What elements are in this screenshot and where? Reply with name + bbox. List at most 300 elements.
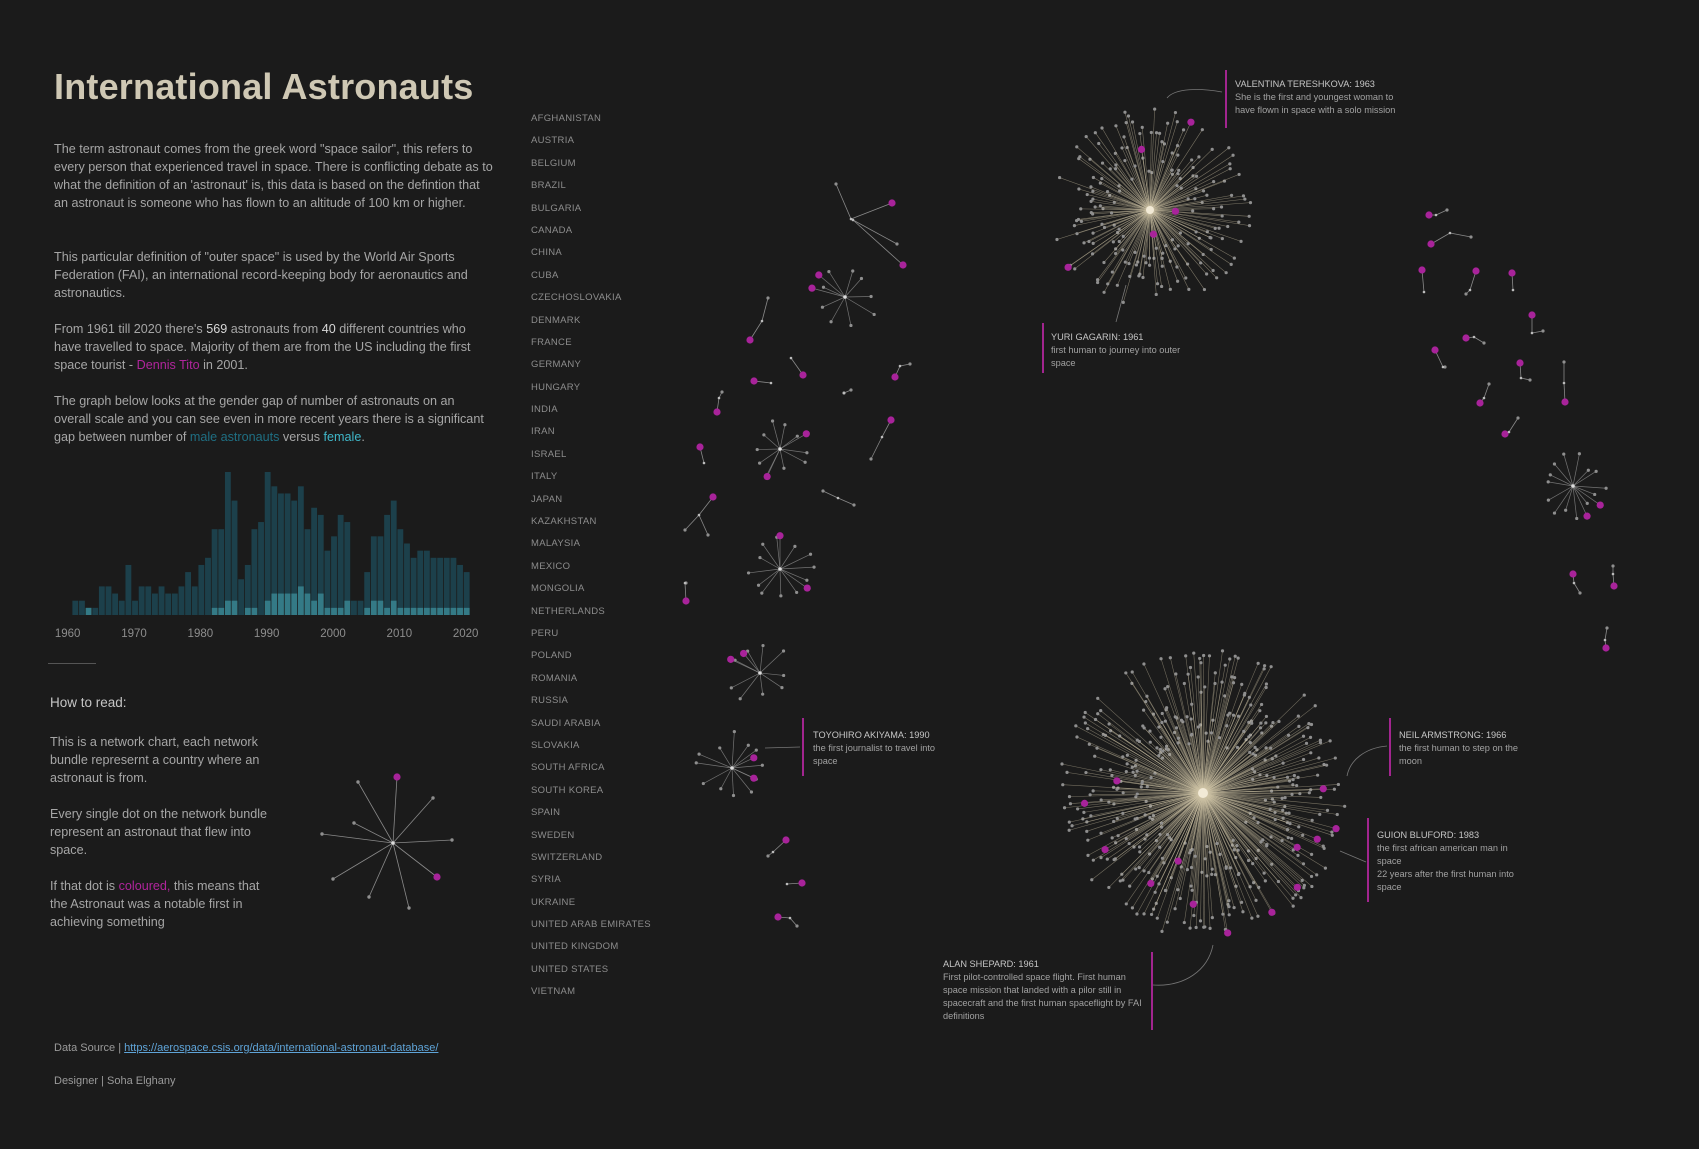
astronaut-dot — [1156, 282, 1159, 285]
astronaut-dot — [1089, 814, 1092, 817]
astronaut-dot — [779, 594, 782, 597]
small-country-network — [1425, 208, 1448, 218]
histogram-bar-male — [451, 558, 457, 615]
shepard-annotation: ALAN SHEPARD: 1961 First pilot-controlled space flight. First human space mission that landed with a pilor still in spacecraft and the first human spaceflight by FAI definitions — [943, 959, 1142, 1021]
histogram-bar-male — [79, 601, 85, 615]
country-label: PERU — [531, 627, 559, 639]
astronaut-dot — [1482, 341, 1485, 344]
astronaut-dot — [1141, 276, 1144, 279]
country-label: BELGIUM — [531, 157, 576, 169]
astronaut-dot — [1541, 329, 1544, 332]
astronaut-dot — [1068, 821, 1071, 824]
astronaut-dot — [1075, 145, 1078, 148]
astronaut-dot — [1160, 285, 1163, 288]
legend-link — [369, 843, 393, 897]
astronaut-dot — [1309, 788, 1312, 791]
astronaut-dot — [1090, 211, 1093, 214]
astronaut-dot — [1202, 253, 1205, 256]
astronaut-dot — [1547, 480, 1550, 483]
astronaut-dot — [1148, 256, 1151, 259]
astronaut-dot — [1159, 736, 1162, 739]
astronaut-dot — [1549, 473, 1552, 476]
astronaut-dot — [1190, 866, 1193, 869]
astronaut-dot — [1214, 671, 1217, 674]
astronaut-dot — [1091, 252, 1094, 255]
astronaut-dot — [1165, 706, 1168, 709]
astronaut-dot — [1158, 132, 1161, 135]
armstrong-annotation: NEIL ARMSTRONG: 1966 the first human to step on the moon — [1399, 730, 1518, 766]
astronaut-dot — [1189, 717, 1192, 720]
astronaut-dot — [1240, 683, 1243, 686]
astronaut-dot — [1086, 839, 1089, 842]
astronaut-dot — [1208, 927, 1211, 930]
astronaut-dot — [1243, 693, 1246, 696]
notable-astronaut-dot — [815, 271, 822, 278]
astronaut-dot — [1107, 886, 1110, 889]
astronaut-dot — [1116, 284, 1119, 287]
astronaut-dot — [1270, 665, 1273, 668]
astronaut-dot — [1195, 230, 1198, 233]
histogram-bar-male — [185, 572, 191, 615]
histogram-bar-female — [397, 608, 403, 615]
data-source-link[interactable]: https://aerospace.csis.org/data/international-astronaut-database/ — [124, 1042, 439, 1054]
bluford-annotation: GUION BLUFORD: 1983 the first african american man in space 22 years after the first human into space — [1377, 830, 1514, 892]
network-link — [1573, 471, 1596, 486]
astronaut-dot — [1114, 252, 1117, 255]
astronaut-dot — [1295, 784, 1298, 787]
legend-dot — [356, 780, 359, 783]
histogram-bar-female — [424, 608, 430, 615]
astronaut-dot — [1176, 154, 1179, 157]
astronaut-dot — [1564, 509, 1567, 512]
histogram-bar-male — [225, 472, 231, 615]
notable-astronaut-dot — [750, 775, 757, 782]
astronaut-dot — [1077, 187, 1080, 190]
astronaut-dot — [1265, 682, 1268, 685]
tereshkova-annotation-bar — [1225, 70, 1227, 128]
astronaut-dot — [1189, 666, 1192, 669]
country-label: CHINA — [531, 247, 563, 259]
notable-astronaut-dot — [1294, 844, 1301, 851]
histogram-bar-male — [444, 558, 450, 615]
astronaut-dot — [1241, 910, 1244, 913]
network-link — [836, 184, 851, 219]
country-label: NETHERLANDS — [531, 605, 606, 617]
astronaut-dot — [782, 467, 785, 470]
astronaut-dot — [1092, 176, 1095, 179]
astronaut-dot — [1211, 148, 1214, 151]
small-country-network — [750, 377, 772, 384]
astronaut-dot — [1297, 725, 1300, 728]
astronaut-dot — [1277, 880, 1280, 883]
histogram-bar-male — [404, 544, 410, 616]
astronaut-dot — [1182, 128, 1185, 131]
histogram-bar-male — [431, 558, 437, 615]
astronaut-dot — [1297, 825, 1300, 828]
country-network — [727, 644, 785, 700]
astronaut-dot — [1248, 751, 1251, 754]
small-country-network — [1427, 232, 1472, 248]
small-country-network — [891, 362, 911, 380]
section-divider — [48, 663, 96, 664]
astronaut-dot — [1199, 691, 1202, 694]
astronaut-dot — [1247, 859, 1250, 862]
network-hub — [790, 357, 793, 360]
network-link — [823, 491, 838, 498]
country-label: SAUDI ARABIA — [531, 717, 601, 729]
network-link — [1484, 384, 1489, 398]
histogram-bar-female — [378, 601, 384, 615]
astronaut-dot — [1221, 649, 1224, 652]
astronaut-dot — [1096, 278, 1099, 281]
astronaut-dot — [1123, 159, 1126, 162]
astronaut-dot — [1586, 502, 1589, 505]
astronaut-dot — [1094, 718, 1097, 721]
network-link — [845, 297, 851, 325]
astronaut-dot — [1086, 727, 1089, 730]
astronaut-dot — [1265, 686, 1268, 689]
histogram-bar-male — [218, 529, 224, 615]
network-link — [871, 437, 882, 459]
astronaut-dot — [1148, 264, 1151, 267]
astronaut-dot — [1142, 912, 1145, 915]
network-link — [1150, 123, 1168, 210]
astronaut-dot — [1211, 868, 1214, 871]
histogram-bar-female — [457, 608, 463, 615]
astronaut-dot — [1190, 703, 1193, 706]
astronaut-dot — [1193, 197, 1196, 200]
tereshkova-connector — [1167, 90, 1222, 98]
small-country-network — [821, 489, 855, 506]
notable-astronaut-dot — [1528, 311, 1535, 318]
astronaut-dot — [1086, 193, 1089, 196]
astronaut-dot — [1134, 817, 1137, 820]
notable-astronaut-dot — [1147, 880, 1154, 887]
network-link — [780, 425, 785, 449]
astronaut-dot — [747, 571, 750, 574]
network-link — [760, 673, 763, 694]
histogram-bar-female — [464, 608, 470, 615]
astronaut-dot — [1292, 778, 1295, 781]
notable-astronaut-dot — [1508, 269, 1515, 276]
astronaut-dot — [1286, 828, 1289, 831]
network-hub — [1435, 214, 1438, 217]
astronaut-dot — [1302, 886, 1305, 889]
histogram-tick-label: 1970 — [121, 628, 147, 640]
astronaut-dot — [1286, 776, 1289, 779]
astronaut-dot — [1288, 822, 1291, 825]
astronaut-dot — [1140, 785, 1143, 788]
astronaut-dot — [795, 591, 798, 594]
astronaut-dot — [766, 296, 769, 299]
notable-astronaut-dot — [1427, 240, 1434, 247]
astronaut-dot — [1099, 768, 1102, 771]
astronaut-dot — [1143, 726, 1146, 729]
astronaut-dot — [804, 461, 807, 464]
astronaut-dot — [1203, 685, 1206, 688]
notable-astronaut-dot — [1190, 901, 1197, 908]
notable-astronaut-dot — [727, 656, 734, 663]
small-country-network — [1464, 267, 1479, 295]
network-hub — [1520, 377, 1523, 380]
astronaut-dot — [1082, 811, 1085, 814]
astronaut-dot — [895, 242, 898, 245]
histogram-tick-label: 2020 — [452, 628, 479, 640]
astronaut-dot — [1334, 756, 1337, 759]
astronaut-dot — [1234, 655, 1237, 658]
network-link — [732, 768, 754, 778]
legend-notable-dot — [393, 773, 400, 780]
astronaut-dot — [1301, 879, 1304, 882]
notable-astronaut-dot — [887, 416, 894, 423]
histogram-bar-male — [198, 565, 204, 615]
astronaut-dot — [1190, 158, 1193, 161]
astronaut-dot — [1287, 836, 1290, 839]
astronaut-dot — [1169, 656, 1172, 659]
network-link — [732, 768, 733, 796]
astronaut-dot — [1315, 873, 1318, 876]
astronaut-dot — [1228, 913, 1231, 916]
network-link — [853, 220, 903, 265]
small-country-network — [696, 443, 705, 464]
astronaut-dot — [1173, 247, 1176, 250]
astronaut-dot — [1095, 747, 1098, 750]
astronaut-dot — [733, 730, 736, 733]
notable-astronaut-dot — [1268, 909, 1275, 916]
astronaut-dot — [1187, 673, 1190, 676]
small-country-network — [1418, 266, 1425, 293]
astronaut-dot — [1137, 274, 1140, 277]
astronaut-dot — [1058, 176, 1061, 179]
network-link — [1450, 233, 1471, 237]
astronaut-dot — [1114, 167, 1117, 170]
astronaut-dot — [1198, 657, 1201, 660]
network-hub — [881, 436, 884, 439]
astronaut-dot — [730, 686, 733, 689]
astronaut-dot — [1094, 131, 1097, 134]
network-link — [773, 421, 780, 449]
network-link — [685, 515, 699, 530]
astronaut-dot — [1065, 771, 1068, 774]
astronaut-dot — [1302, 758, 1305, 761]
histogram-bar-male — [424, 551, 430, 615]
country-label: BRAZIL — [531, 180, 567, 192]
astronaut-dot — [873, 313, 876, 316]
astronaut-dot — [1283, 796, 1286, 799]
astronaut-dot — [1154, 891, 1157, 894]
histogram-bar-male — [92, 608, 98, 615]
country-label: MALAYSIA — [531, 538, 581, 550]
astronaut-dot — [1575, 517, 1578, 520]
astronaut-dot — [1578, 452, 1581, 455]
histogram-bar-female — [285, 594, 291, 615]
astronaut-dot — [1121, 878, 1124, 881]
astronaut-dot — [1192, 166, 1195, 169]
astronaut-dot — [1205, 732, 1208, 735]
astronaut-dot — [1215, 276, 1218, 279]
astronaut-count: 569 — [206, 322, 228, 336]
notable-astronaut-dot — [1476, 399, 1483, 406]
astronaut-dot — [1188, 926, 1191, 929]
astronaut-dot — [1122, 135, 1125, 138]
network-link — [780, 567, 814, 569]
country-label: JAPAN — [531, 493, 563, 505]
astronaut-dot — [1106, 282, 1109, 285]
network-link — [838, 498, 854, 505]
notable-astronaut-dot — [803, 430, 810, 437]
astronaut-dot — [1221, 214, 1224, 217]
country-network — [808, 269, 875, 327]
astronaut-dot — [1156, 917, 1159, 920]
astronaut-dot — [849, 388, 852, 391]
astronaut-dot — [782, 649, 785, 652]
notable-astronaut-dot — [1501, 430, 1508, 437]
astronaut-dot — [1155, 131, 1158, 134]
astronaut-dot — [1102, 261, 1105, 264]
country-label: FRANCE — [531, 336, 572, 348]
network-link — [760, 646, 763, 673]
astronaut-dot — [1091, 232, 1094, 235]
astronaut-dot — [1109, 768, 1112, 771]
astronaut-dot — [761, 693, 764, 696]
histogram-bar-female — [431, 608, 437, 615]
astronaut-dot — [1208, 654, 1211, 657]
astronaut-dot — [1100, 223, 1103, 226]
astronaut-dot — [1121, 812, 1124, 815]
astronaut-dot — [1063, 806, 1066, 809]
astronaut-dot — [1100, 126, 1103, 129]
bluford-annotation-bar — [1367, 818, 1369, 902]
astronaut-dot — [1170, 169, 1173, 172]
astronaut-dot — [1324, 867, 1327, 870]
network-link — [780, 569, 781, 596]
country-label: INDIA — [531, 404, 558, 416]
astronaut-dot — [1226, 225, 1229, 228]
bluford-connector — [1340, 851, 1366, 862]
histogram-bar-male — [358, 601, 364, 615]
country-label: UNITED STATES — [531, 963, 609, 975]
astronaut-dot — [780, 686, 783, 689]
legend-dot — [352, 821, 355, 824]
legend-network — [320, 773, 453, 909]
histogram-bar-female — [318, 594, 324, 615]
astronaut-dot — [1163, 687, 1166, 690]
country-label: IRAN — [531, 426, 555, 438]
intro-paragraph-3: From 1961 till 2020 there's 569 astronauts from 40 different countries who have travelled to space. Majority of them are from the US including the first space tourist - Dennis Tito in 2001. — [54, 322, 471, 372]
shepard-connector — [1153, 945, 1213, 985]
small-country-network — [774, 913, 798, 927]
astronaut-dot — [1087, 240, 1090, 243]
astronaut-dot — [1111, 270, 1114, 273]
astronaut-dot — [1238, 173, 1241, 176]
small-country-network — [713, 390, 723, 415]
astronaut-dot — [1138, 850, 1141, 853]
network-hub — [1604, 639, 1607, 642]
astronaut-dot — [1237, 221, 1240, 224]
histogram-bar-male — [252, 529, 258, 615]
notable-astronaut-dot — [804, 584, 811, 591]
legend-link — [322, 834, 393, 843]
astronaut-dot — [1092, 242, 1095, 245]
astronaut-dot — [1138, 132, 1141, 135]
astronaut-dot — [1100, 798, 1103, 801]
small-country-network — [1610, 564, 1617, 589]
network-hub — [1449, 232, 1452, 235]
country-label: AFGHANISTAN — [531, 113, 602, 124]
astronaut-dot — [1149, 741, 1152, 744]
astronaut-dot — [1118, 240, 1121, 243]
astronaut-dot — [1076, 807, 1079, 810]
astronaut-dot — [1302, 735, 1305, 738]
astronaut-dot — [1125, 902, 1128, 905]
small-country-network — [842, 388, 852, 394]
astronaut-dot — [1228, 657, 1231, 660]
how-to-read-paragraph-3: If that dot is coloured, this means that the Astronaut was a notable first in achieving something — [50, 879, 260, 929]
astronaut-dot — [1161, 857, 1164, 860]
astronaut-dot — [1228, 162, 1231, 165]
data-source: Data Source | https://aerospace.csis.org/data/international-astronaut-database/ — [54, 1042, 439, 1054]
country-networks — [682, 108, 1617, 937]
country-label: MONGOLIA — [531, 583, 585, 595]
network-link — [845, 297, 874, 314]
astronaut-dot — [1099, 856, 1102, 859]
histogram-bar-female — [338, 608, 344, 615]
country-label: VIETNAM — [531, 986, 576, 998]
country-label: ITALY — [531, 471, 558, 483]
astronaut-dot — [1336, 813, 1339, 816]
astronaut-dot — [1251, 862, 1254, 865]
histogram-bar-female — [384, 608, 390, 615]
notable-astronaut-dot — [776, 532, 783, 539]
astronaut-dot — [1282, 761, 1285, 764]
legend-link — [393, 840, 452, 843]
notable-astronaut-dot — [798, 879, 805, 886]
astronaut-dot — [1068, 795, 1071, 798]
astronaut-dot — [1464, 292, 1467, 295]
astronaut-dot — [1212, 207, 1215, 210]
network-hub — [1531, 332, 1534, 335]
astronaut-dot — [1093, 755, 1096, 758]
astronaut-dot — [1249, 703, 1252, 706]
astronaut-dot — [1127, 262, 1130, 265]
astronaut-dot — [1142, 869, 1145, 872]
astronaut-dot — [1256, 915, 1259, 918]
astronaut-dot — [782, 674, 785, 677]
astronaut-dot — [1316, 774, 1319, 777]
notable-astronaut-dot — [1602, 644, 1609, 651]
country-label: CUBA — [531, 269, 559, 281]
astronaut-dot — [1084, 711, 1087, 714]
astronaut-dot — [1184, 276, 1187, 279]
histogram-bar-male — [331, 536, 337, 615]
histogram-bar-female — [305, 594, 311, 615]
astronaut-dot — [1264, 879, 1267, 882]
astronaut-dot — [1070, 824, 1073, 827]
astronaut-dot — [756, 448, 759, 451]
network-hub — [1473, 336, 1476, 339]
astronaut-dot — [1264, 721, 1267, 724]
network-link — [760, 558, 780, 569]
astronaut-dot — [793, 545, 796, 548]
network-link — [822, 297, 845, 307]
astronaut-dot — [1186, 868, 1189, 871]
small-country-network — [869, 416, 894, 460]
astronaut-dot — [1068, 829, 1071, 832]
legend-link — [393, 843, 409, 908]
histogram-bar-male — [192, 586, 198, 615]
notable-astronaut-dot — [782, 836, 789, 843]
intro-paragraph-2: This particular definition of "outer space" is used by the World Air Sports Federation (FAI), an international record-keeping body for aeronautics and astronautics. — [54, 250, 468, 300]
